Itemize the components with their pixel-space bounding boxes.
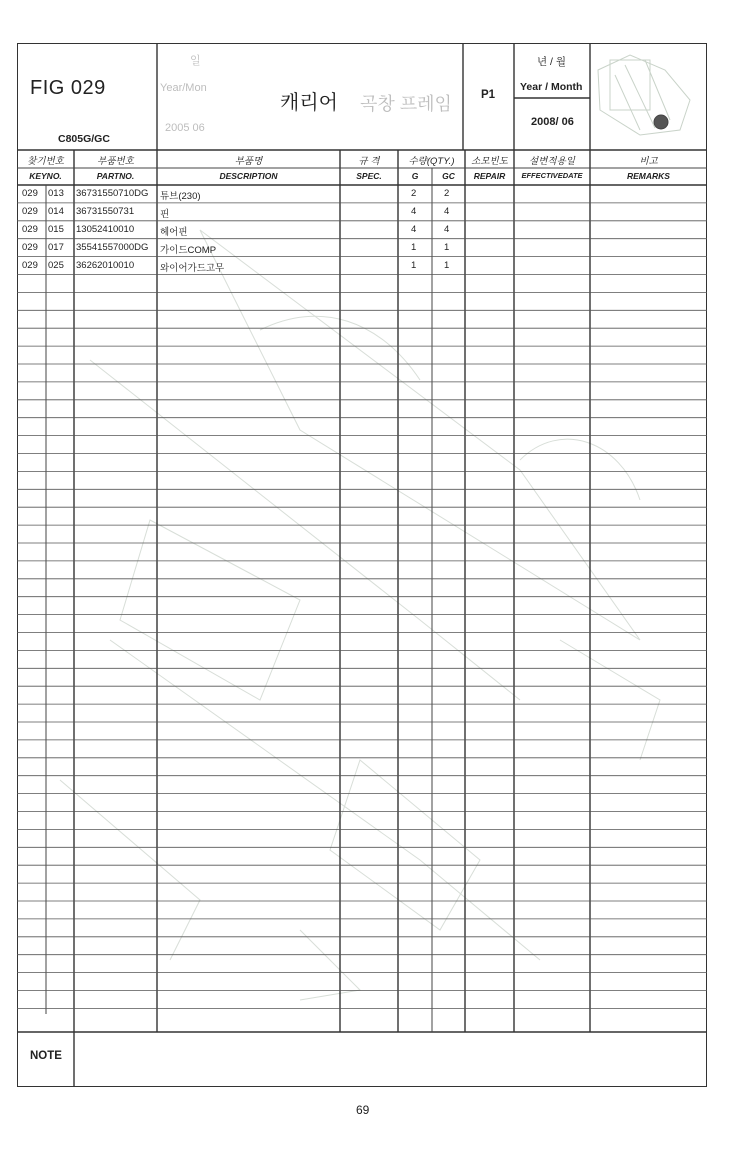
- col-repair-ko: 소모빈도: [471, 156, 508, 167]
- key-number-group: 029: [22, 188, 38, 199]
- note-label: NOTE: [30, 1050, 62, 1062]
- part-number: 36262010010: [76, 259, 135, 271]
- bleed-through-text: Year/Mon: [160, 82, 207, 94]
- page-number: 69: [356, 1103, 370, 1117]
- qty-g: 1: [411, 241, 417, 253]
- col-keyno-en: KEYNO.: [29, 171, 62, 181]
- qty-gc: 1: [444, 259, 450, 271]
- figure-label: FIG 029: [30, 77, 106, 99]
- key-number-group: 029: [22, 205, 38, 217]
- qty-g: 4: [411, 205, 417, 217]
- part-description: 와이어가드고무: [160, 262, 225, 274]
- key-number-item: 017: [48, 241, 64, 253]
- col-qty-g: G: [411, 171, 419, 181]
- part-number: 36731550731: [76, 205, 135, 217]
- qty-gc: 4: [444, 205, 450, 217]
- col-qty-gc: GC: [442, 171, 455, 181]
- part-description: 헤어핀: [160, 226, 188, 238]
- key-number-item: 013: [48, 188, 64, 199]
- part-number: 36731550710DG: [76, 188, 149, 199]
- page-code: P1: [481, 89, 496, 101]
- qty-g: 2: [411, 188, 417, 199]
- key-number-item: 025: [48, 259, 64, 271]
- col-partno-en: PARTNO.: [96, 171, 135, 181]
- col-remarks-en: REMARKS: [627, 171, 670, 181]
- part-description: 가이드COMP: [160, 244, 217, 256]
- col-keyno-ko: 찾기번호: [27, 156, 64, 167]
- qty-g: 1: [411, 259, 417, 271]
- bleed-through-text: 곡창 프레임: [360, 94, 452, 114]
- qty-gc: 4: [444, 223, 450, 235]
- year-month-label-ko: 년 / 월: [537, 56, 567, 68]
- col-qty-ko: 수량(QTY.): [408, 156, 455, 167]
- qty-gc: 1: [444, 241, 450, 253]
- bleed-through-text: 2005 06: [165, 122, 205, 134]
- col-description-en: DESCRIPTION: [219, 171, 278, 181]
- col-effective-ko: 설변적용일: [529, 156, 575, 167]
- col-remarks-ko: 비고: [639, 156, 658, 167]
- model-code: C805G/GC: [58, 133, 110, 145]
- col-effective-en: EFFECTIVEDATE: [521, 171, 583, 180]
- key-number-group: 029: [22, 259, 38, 271]
- key-number-group: 029: [22, 241, 38, 253]
- year-month-value: 2008/ 06: [531, 116, 574, 128]
- qty-g: 4: [411, 223, 417, 235]
- col-spec-en: SPEC.: [356, 171, 382, 181]
- key-number-group: 029: [22, 223, 38, 235]
- col-repair-en: REPAIR: [473, 171, 506, 181]
- col-spec-ko: 규 격: [358, 156, 380, 167]
- col-description-ko: 부품명: [234, 156, 263, 167]
- qty-gc: 2: [444, 188, 450, 199]
- year-month-label-en: Year / Month: [520, 81, 583, 93]
- col-partno-ko: 부품번호: [97, 156, 134, 167]
- page-title: 캐리어: [280, 92, 338, 114]
- key-number-item: 015: [48, 223, 64, 235]
- part-number: 35541557000DG: [76, 241, 149, 253]
- part-description: 튜브(230): [160, 191, 201, 202]
- part-description: 핀: [160, 208, 170, 220]
- key-number-item: 014: [48, 205, 64, 217]
- part-number: 13052410010: [76, 223, 135, 235]
- bleed-through-text: 일: [190, 55, 201, 67]
